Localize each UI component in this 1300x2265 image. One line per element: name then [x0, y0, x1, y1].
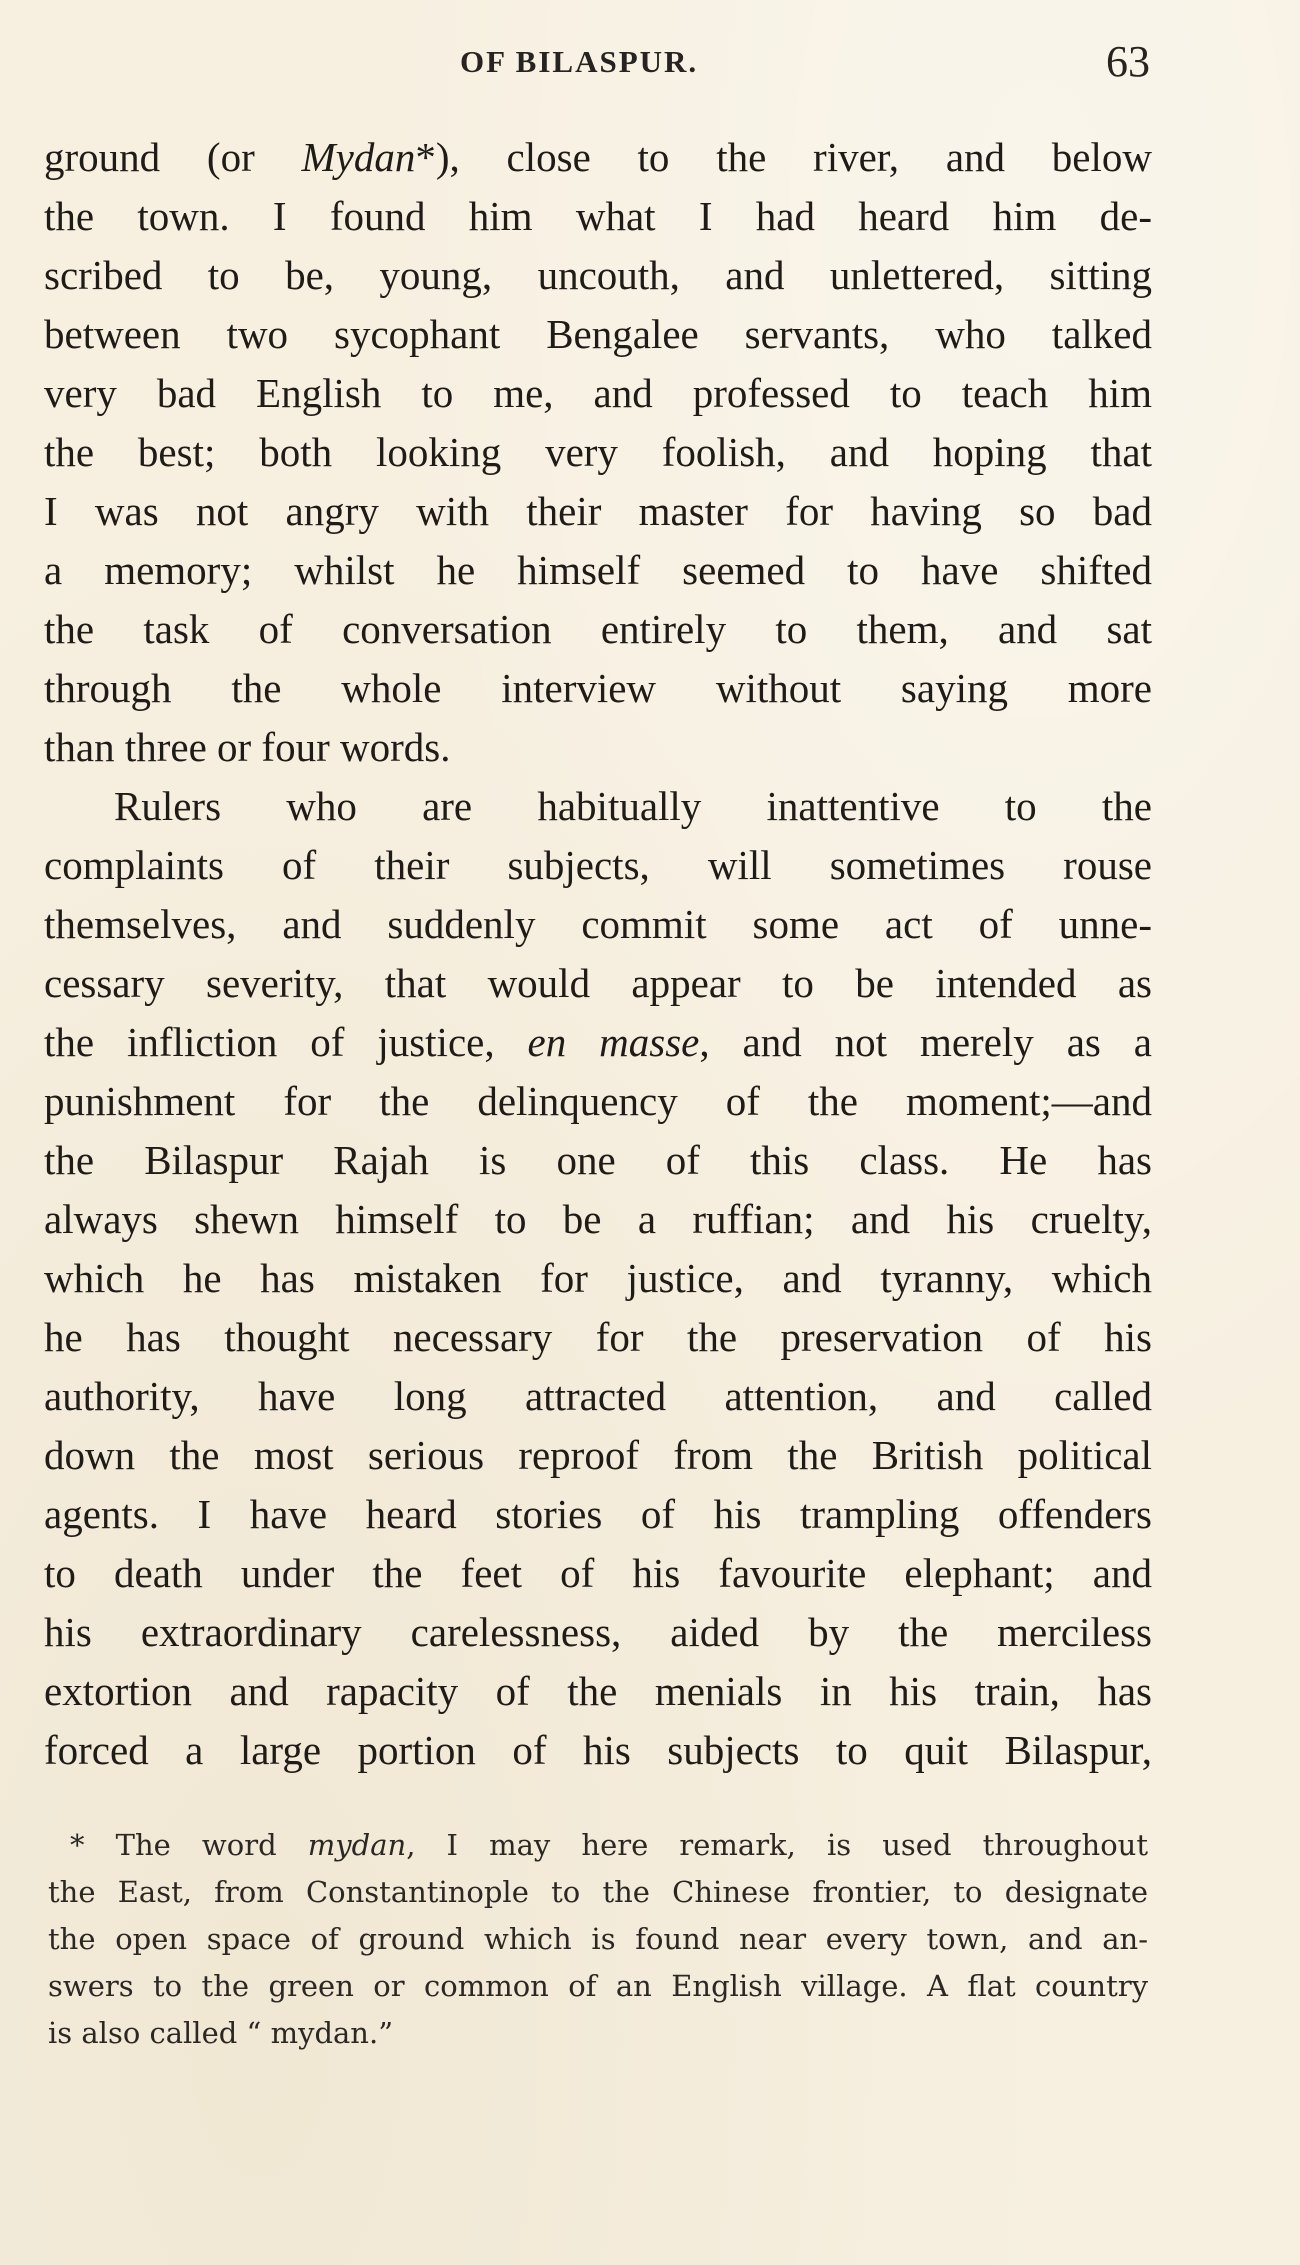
- text-line: the town. I found him what I had heard him de-: [44, 193, 1152, 239]
- paragraph-2: [44, 777, 1152, 1780]
- italic-word: mydan: [307, 1828, 407, 1862]
- footnote-line: * The word mydan, I may here remark, is used throughout: [70, 1828, 1149, 1862]
- text-line: he has thought necessary for the preservation of his: [44, 1314, 1152, 1360]
- footnote-line: the open space of ground which is found near every town, and an-: [48, 1922, 1148, 1956]
- running-head: [0, 36, 1300, 96]
- text-line: forced a large portion of his subjects to quit Bilaspur,: [44, 1727, 1152, 1773]
- text-line: complaints of their subjects, will sometimes rouse: [44, 842, 1152, 888]
- text-line: the task of conversation entirely to them, and sat: [44, 606, 1152, 652]
- text-line: the Bilaspur Rajah is one of this class. He has: [44, 1137, 1152, 1183]
- text-line: cessary severity, that would appear to be intended as: [44, 960, 1152, 1006]
- text-line: punishment for the delinquency of the moment;—and: [44, 1078, 1152, 1124]
- text-line: extortion and rapacity of the menials in his train, has: [44, 1668, 1152, 1714]
- footnote-line: is also called “ mydan.”: [48, 2016, 394, 2050]
- text-line: the infliction of justice, en masse, and not merely as a: [44, 1019, 1152, 1065]
- body-text: [44, 128, 1152, 1780]
- text-line: Rulers who are habitually inattentive to the: [114, 783, 1152, 829]
- text-line: which he has mistaken for justice, and tyranny, which: [44, 1255, 1152, 1301]
- text-line: agents. I have heard stories of his trampling offenders: [44, 1491, 1152, 1537]
- text-line: very bad English to me, and professed to teach him: [44, 370, 1152, 416]
- footnote-line: swers to the green or common of an English village. A flat country: [48, 1969, 1148, 2003]
- text-line: than three or four words.: [44, 724, 451, 770]
- text-line: through the whole interview without saying more: [44, 665, 1152, 711]
- text-line: down the most serious reproof from the British political: [44, 1432, 1152, 1478]
- page-number: 63: [1106, 37, 1150, 86]
- text-line: between two sycophant Bengalee servants, who talked: [44, 311, 1152, 357]
- paragraph-1: [44, 128, 1152, 777]
- text-line: to death under the feet of his favourite elephant; and: [44, 1550, 1152, 1596]
- text-line: his extraordinary carelessness, aided by the merciless: [44, 1609, 1152, 1655]
- text-line: themselves, and suddenly commit some act of unne-: [44, 901, 1152, 947]
- text-line: ground (or Mydan*), close to the river, and below: [44, 134, 1152, 180]
- italic-word: Mydan: [301, 134, 416, 180]
- footnote: [48, 1822, 1148, 2057]
- text-line: the best; both looking very foolish, and hoping that: [44, 429, 1152, 475]
- text-line: scribed to be, young, uncouth, and unlettered, sitting: [44, 252, 1152, 298]
- text-line: authority, have long attracted attention, and called: [44, 1373, 1152, 1419]
- text-line: I was not angry with their master for having so bad: [44, 488, 1152, 534]
- text-line: always shewn himself to be a ruffian; and his cruelty,: [44, 1196, 1152, 1242]
- italic-phrase: en masse: [527, 1019, 700, 1065]
- running-title: OF BILASPUR.: [460, 44, 699, 79]
- footnote-line: the East, from Constantinople to the Chinese frontier, to designate: [48, 1875, 1148, 1909]
- text-line: a memory; whilst he himself seemed to have shifted: [44, 547, 1152, 593]
